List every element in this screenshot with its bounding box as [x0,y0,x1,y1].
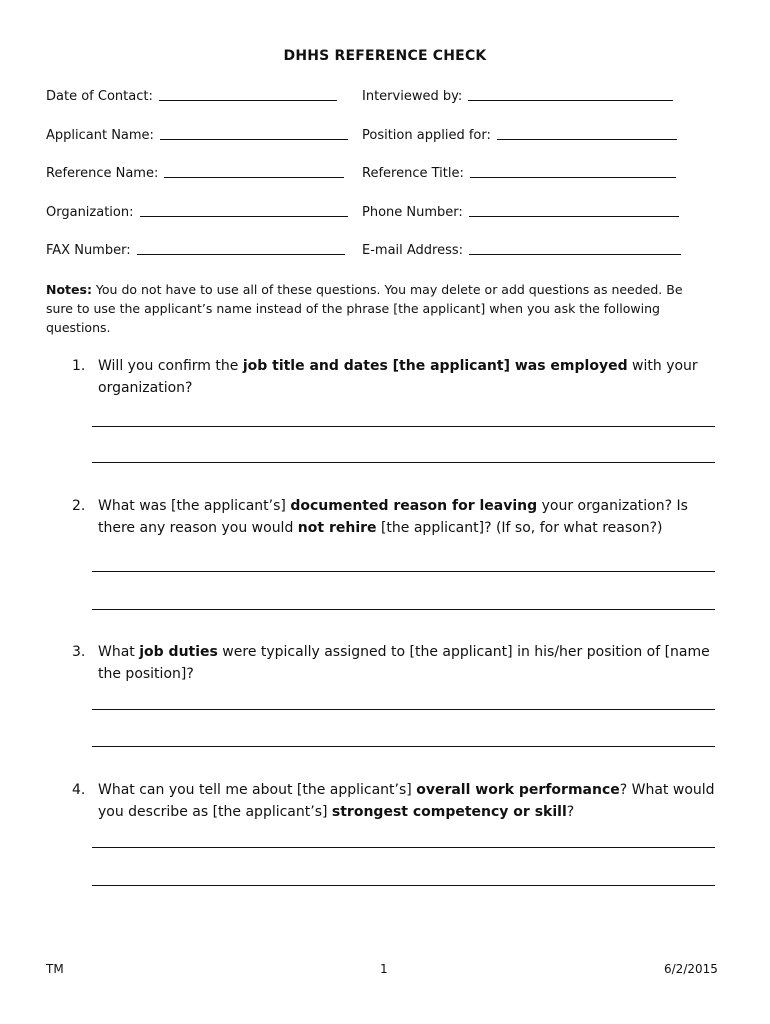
question-1 [72,355,722,399]
question-2 [72,495,722,539]
phone-number-field[interactable] [362,202,679,220]
phone-number-line[interactable] [469,216,679,217]
question-4-text: What can you tell me about [the applicant’s] [98,782,417,798]
answer-line[interactable] [92,426,715,427]
email-address-field[interactable] [362,240,681,258]
question-3-emphasis: job duties [139,644,218,660]
notes-text: You do not have to use all of these questions. You may delete or add questions as needed. Be sure to use the applicant’s name instead of the phrase [the applicant] when you ask the following questions. [46,282,683,335]
question-2-text: your organization? Is there any reason you would [98,498,688,536]
answer-line[interactable] [92,885,715,886]
applicant-name-line[interactable] [160,139,348,140]
reference-title-label: Reference Title: [362,166,464,181]
organization-label: Organization: [46,205,134,220]
date-of-contact-field[interactable] [46,86,337,104]
question-2-text: What was [the applicant’s] [98,498,291,514]
page-title: DHHS REFERENCE CHECK [283,48,487,64]
applicant-name-field[interactable] [46,125,348,143]
notes-paragraph [46,280,706,337]
email-address-line[interactable] [469,254,681,255]
reference-title-field[interactable] [362,163,676,181]
reference-name-field[interactable] [46,163,344,181]
question-4 [72,779,722,823]
question-3-text: What [98,644,140,660]
email-address-label: E-mail Address: [362,243,464,258]
position-applied-for-field[interactable] [362,125,677,143]
position-applied-for-line[interactable] [497,139,677,140]
interviewed-by-line[interactable] [468,100,673,101]
answer-line[interactable] [92,609,715,610]
question-2-emphasis: documented reason for leaving [290,498,538,514]
fax-number-field[interactable] [46,240,345,258]
notes-label: Notes: [46,282,92,297]
answer-line[interactable] [92,571,715,572]
answer-line[interactable] [92,709,715,710]
reference-title-line[interactable] [470,177,676,178]
interviewed-by-field[interactable] [362,86,673,104]
answer-line[interactable] [92,847,715,848]
question-1-text: with your organization? [98,358,698,396]
date-of-contact-line[interactable] [159,100,337,101]
question-3-text: were typically assigned to [the applicant] in his/her position of [name the position]? [98,644,710,682]
answer-line[interactable] [92,462,715,463]
phone-number-label: Phone Number: [362,205,463,220]
answer-line[interactable] [92,746,715,747]
question-3-number: 3. [72,644,86,660]
question-4-emphasis: overall work performance [416,782,620,798]
question-4-text: ? What would you describe as [the applicant’s] [98,782,715,820]
date-of-contact-label: Date of Contact: [46,89,153,104]
footer-tm: TM [46,962,64,976]
question-3 [72,641,722,685]
question-1-number: 1. [72,358,86,374]
page-number: 1 [380,962,388,976]
fax-number-line[interactable] [137,254,345,255]
question-1-emphasis: job title and dates [the applicant] was employed [242,358,628,374]
organization-field[interactable] [46,202,348,220]
reference-name-label: Reference Name: [46,166,159,181]
fax-number-label: FAX Number: [46,243,131,258]
footer-date: 6/2/2015 [664,962,718,976]
question-4-text: ? [566,804,575,820]
question-2-number: 2. [72,498,86,514]
question-4-number: 4. [72,782,86,798]
reference-name-line[interactable] [164,177,344,178]
position-applied-for-label: Position applied for: [362,128,491,143]
applicant-name-label: Applicant Name: [46,128,154,143]
question-4-emphasis: strongest competency or skill [331,804,567,820]
question-1-text: Will you confirm the [98,358,243,374]
organization-line[interactable] [140,216,348,217]
question-2-text: [the applicant]? (If so, for what reason?) [376,520,663,536]
interviewed-by-label: Interviewed by: [362,89,463,104]
question-2-emphasis: not rehire [297,520,377,536]
